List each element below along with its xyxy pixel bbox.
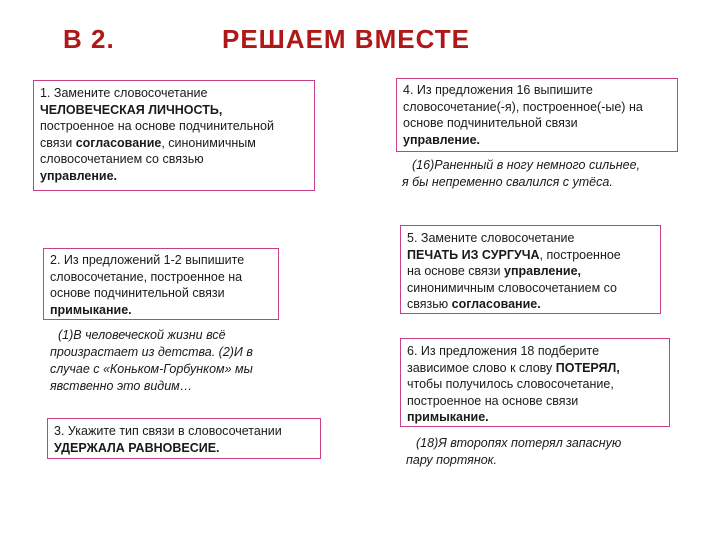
task-5-line4: синонимичным словосочетанием со [407,280,618,295]
task-6-line3: чтобы получилось словосочетание, [407,377,614,391]
task-2-box [43,248,279,320]
task-4-ex2: я бы непременно свалился с утёса. [402,175,613,189]
task-5-line1: 5. Замените словосочетание [407,231,575,245]
task-2-line1: 2. Из предложений 1-2 выпишите [50,253,245,267]
task-1-line3: построенное на основе подчинительной [40,119,274,133]
task-4-example [402,157,692,191]
slide-title: РЕШАЕМ ВМЕСТЕ [222,24,470,54]
task-2-ex3: случае с «Коньком-Горбунком» мы [50,362,253,376]
task-4-line3: основе подчинительной связи [403,116,578,130]
task-4-line2: словосочетание(-я), построенное(-ые) на [403,99,643,114]
task-1-line4: связи согласование, синонимичным [40,135,256,150]
task-2-line2: словосочетание, построенное на [50,269,243,284]
task-1-line6: управление. [40,168,117,183]
task-1-line5: словосочетанием со связью [40,152,204,166]
task-2-ex1: (1)В человеческой жизни всё [58,328,226,342]
task-5-box [400,225,661,314]
task-1-box [33,80,315,191]
task-6-line5: примыкание. [407,410,489,424]
task-6-ex2: пару портянок. [406,453,498,467]
task-3-line1: 3. Укажите тип связи в словосочетании [54,424,282,438]
task-4-line4: управление. [403,132,480,147]
task-5-line5: связью согласование. [407,297,541,311]
task-1-intro: 1. Замените словосочетание [40,86,208,100]
task-2-example [50,327,290,395]
task-2-ex4: явственно это видим… [50,379,193,393]
task-4-box [396,78,678,152]
task-4-line1: 4. Из предложения 16 выпишите [403,83,593,97]
task-6-line4: построенное на основе связи [407,393,579,408]
task-6-example [406,435,686,469]
task-5-line3: на основе связи управление, [407,264,582,278]
task-3-line2: УДЕРЖАЛА РАВНОВЕСИЕ. [54,440,220,455]
task-6-ex1: (18)Я второпях потерял запасную [416,436,622,450]
task-1-phrase: ЧЕЛОВЕЧЕСКАЯ ЛИЧНОСТЬ, [40,102,223,117]
task-4-ex1: (16)Раненный в ногу немного сильнее, [412,158,641,172]
task-2-line4: примыкание. [50,302,132,317]
task-2-ex2: произрастает из детства. (2)И в [50,345,253,359]
task-6-line2: зависимое слово к слову ПОТЕРЯЛ, [407,360,620,375]
task-6-box [400,338,670,427]
task-5-line2: ПЕЧАТЬ ИЗ СУРГУЧА, построенное [407,247,621,262]
task-2-line3: основе подчинительной связи [50,286,225,300]
slide-number: В 2. [63,24,115,54]
task-3-box [47,418,321,459]
task-6-line1: 6. Из предложения 18 подберите [407,344,600,358]
